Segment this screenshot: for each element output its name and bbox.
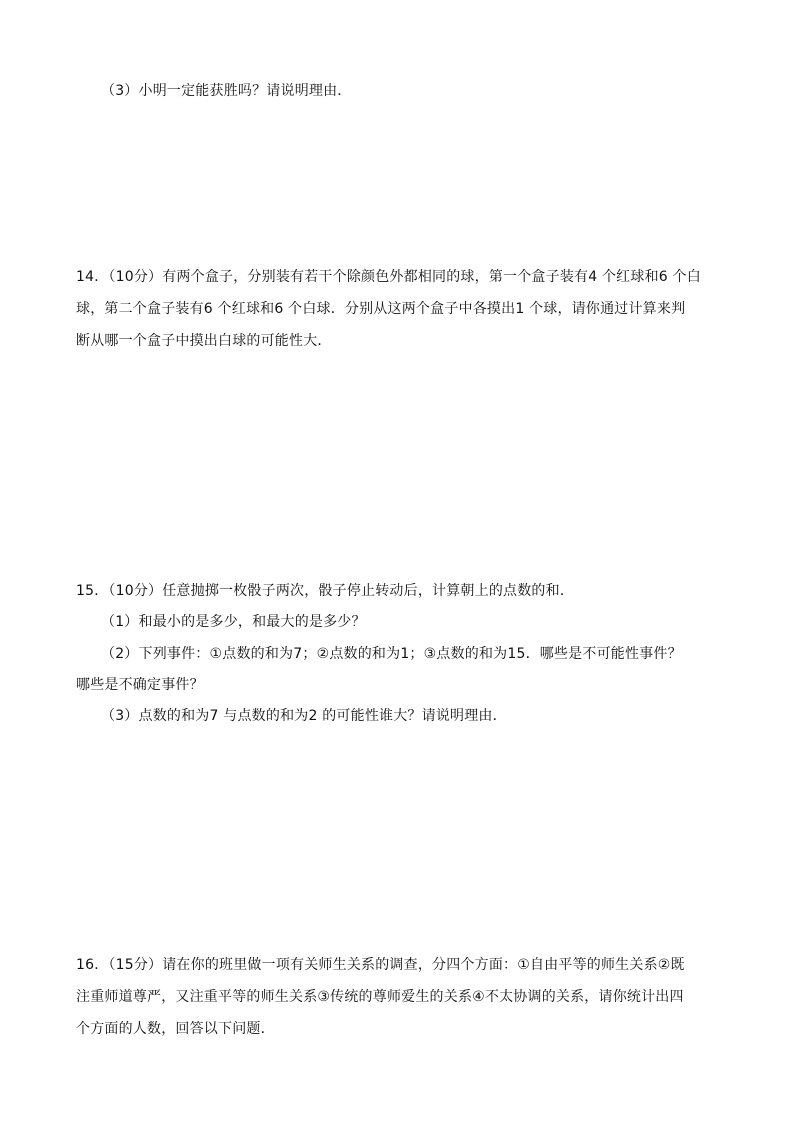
q15-part2-line1: （2）下列事件：①点数的和为7；②点数的和为1；③点数的和为15．哪些是不可能性事件？	[101, 646, 682, 662]
q16-line1: 16．（15分）请在你的班里做一项有关师生关系的调查，分四个方面：①自由平等的师生关系②既	[76, 957, 685, 973]
q14-line2: 球，第二个盒子装有6 个红球和6 个白球．分别从这两个盒子中各摸出1 个球，请你通过计算来判	[76, 301, 686, 317]
q15-part3: （3）点数的和为7 与点数的和为2 的可能性谁大？请说明理由．	[101, 708, 507, 724]
q16-line2: 注重师道尊严，又注重平等的师生关系③传统的尊师爱生的关系④不太协调的关系，请你统计出四	[76, 989, 684, 1005]
q15-part2-line2: 哪些是不确定事件？	[76, 677, 204, 693]
q14-line1: 14．（10分）有两个盒子，分别装有若干个除颜色外都相同的球，第一个盒子装有4 个红球和6 个白	[76, 269, 701, 285]
q16-line3: 个方面的人数，回答以下问题．	[76, 1021, 275, 1037]
q13-part3: （3）小明一定能获胜吗？请说明理由．	[101, 83, 352, 99]
q15-stem: 15．（10分）任意抛掷一枚骰子两次，骰子停止转动后，计算朝上的点数的和．	[76, 583, 575, 599]
q14-line3: 断从哪一个盒子中摸出白球的可能性大．	[76, 333, 332, 349]
q15-part1: （1）和最小的是多少，和最大的是多少？	[101, 614, 366, 630]
